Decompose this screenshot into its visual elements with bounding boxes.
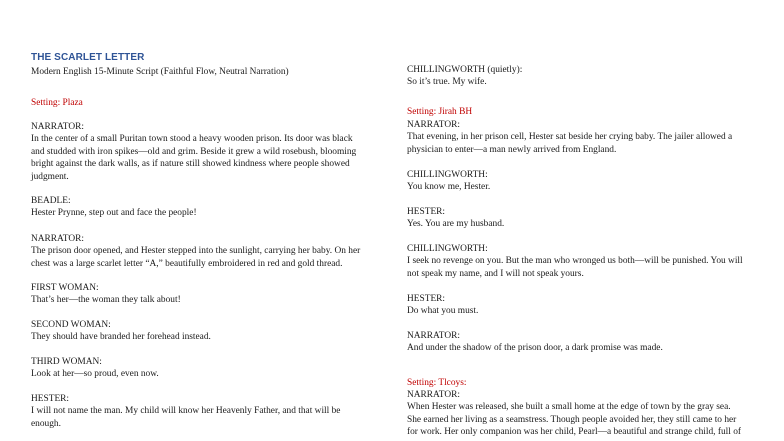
speaker-label: FIRST WOMAN: [31, 283, 99, 293]
dialogue-line: She earned her living as a seamstress. Though people avoided her, they still came to her [407, 414, 737, 425]
dialogue-line: That evening, in her prison cell, Hester sat beside her crying baby. The jailer allowed a [407, 132, 733, 143]
setting-heading: Setting: Jirah BH [407, 107, 473, 117]
script-block [31, 393, 381, 430]
script-block [407, 293, 759, 318]
speaker-label: HESTER: [407, 294, 446, 304]
speaker-label: HESTER: [31, 394, 70, 404]
speaker-label: NARRATOR: [407, 331, 460, 341]
dialogue-line: chest was a large scarlet letter “A,” beautifully embroidered in red and gold thread. [31, 258, 343, 269]
speaker-label: THIRD WOMAN: [31, 357, 102, 367]
script-block [407, 389, 759, 439]
dialogue-line: In the center of a small Puritan town stood a heavy wooden prison. Its door was black [31, 134, 353, 145]
dialogue-line: So it’s true. My wife. [407, 77, 487, 88]
dialogue-line: When Hester was released, she built a small home at the edge of town by the gray sea. [407, 402, 731, 413]
script-block [407, 330, 759, 355]
setting-heading: Setting: Plaza [31, 98, 83, 108]
dialogue-line: And under the shadow of the prison door, a dark promise was made. [407, 343, 663, 354]
dialogue-line: The prison door opened, and Hester stepped into the sunlight, carrying her baby. On her [31, 246, 361, 257]
dialogue-line: physician to enter—a man newly arrived from England. [407, 144, 617, 155]
speaker-label: CHILLINGWORTH (quietly): [407, 65, 523, 75]
speaker-label: NARRATOR: [31, 122, 84, 132]
dialogue-line: and studded with iron spikes—old and grim. Beside it grew a wild rosebush, blooming [31, 146, 357, 157]
speaker-label: SECOND WOMAN: [31, 320, 111, 330]
script-block [31, 233, 381, 270]
speaker-label: BEADLE: [31, 196, 71, 206]
dialogue-line: That’s her—the woman they talk about! [31, 295, 181, 306]
script-block [31, 121, 381, 183]
speaker-label: CHILLINGWORTH: [407, 170, 488, 180]
doc-title: THE SCARLET LETTER [31, 52, 145, 63]
dialogue-line: They should have branded her forehead instead. [31, 332, 211, 343]
dialogue-line: not speak my name, and I will not speak yours. [407, 268, 584, 279]
script-block [31, 356, 381, 381]
script-block [407, 206, 759, 231]
dialogue-line: I seek no revenge on you. But the man who wronged us both—will be punished. You will [407, 256, 743, 267]
speaker-label: NARRATOR: [407, 120, 460, 130]
doc-subtitle: Modern English 15-Minute Script (Faithful Flow, Neutral Narration) [31, 67, 289, 77]
dialogue-line: bright against the dark walls, as if nature still showed kindness where people showed [31, 159, 350, 170]
script-block [407, 169, 759, 194]
dialogue-line: Yes. You are my husband. [407, 219, 505, 230]
script-block [31, 195, 381, 220]
script-block [407, 119, 759, 156]
dialogue-line: judgment. [31, 171, 69, 182]
dialogue-line: I will not name the man. My child will know her Heavenly Father, and that will be [31, 406, 341, 417]
dialogue-line: Look at her—so proud, even now. [31, 369, 159, 380]
script-block [407, 64, 759, 89]
dialogue-line: Do what you must. [407, 306, 479, 317]
script-block [31, 282, 381, 307]
speaker-label: HESTER: [407, 207, 446, 217]
script-block [407, 243, 759, 280]
speaker-label: CHILLINGWORTH: [407, 244, 488, 254]
setting-heading: Setting: Tlcoys: [407, 378, 467, 388]
speaker-label: NARRATOR: [407, 390, 460, 400]
speaker-label: NARRATOR: [31, 234, 84, 244]
dialogue-line: You know me, Hester. [407, 182, 491, 193]
dialogue-line: for work. Her only companion was her child, Pearl—a beautiful and strange child, full of [407, 427, 742, 438]
script-block [31, 319, 381, 344]
dialogue-line: Hester Prynne, step out and face the people! [31, 208, 197, 219]
dialogue-line: enough. [31, 418, 61, 429]
